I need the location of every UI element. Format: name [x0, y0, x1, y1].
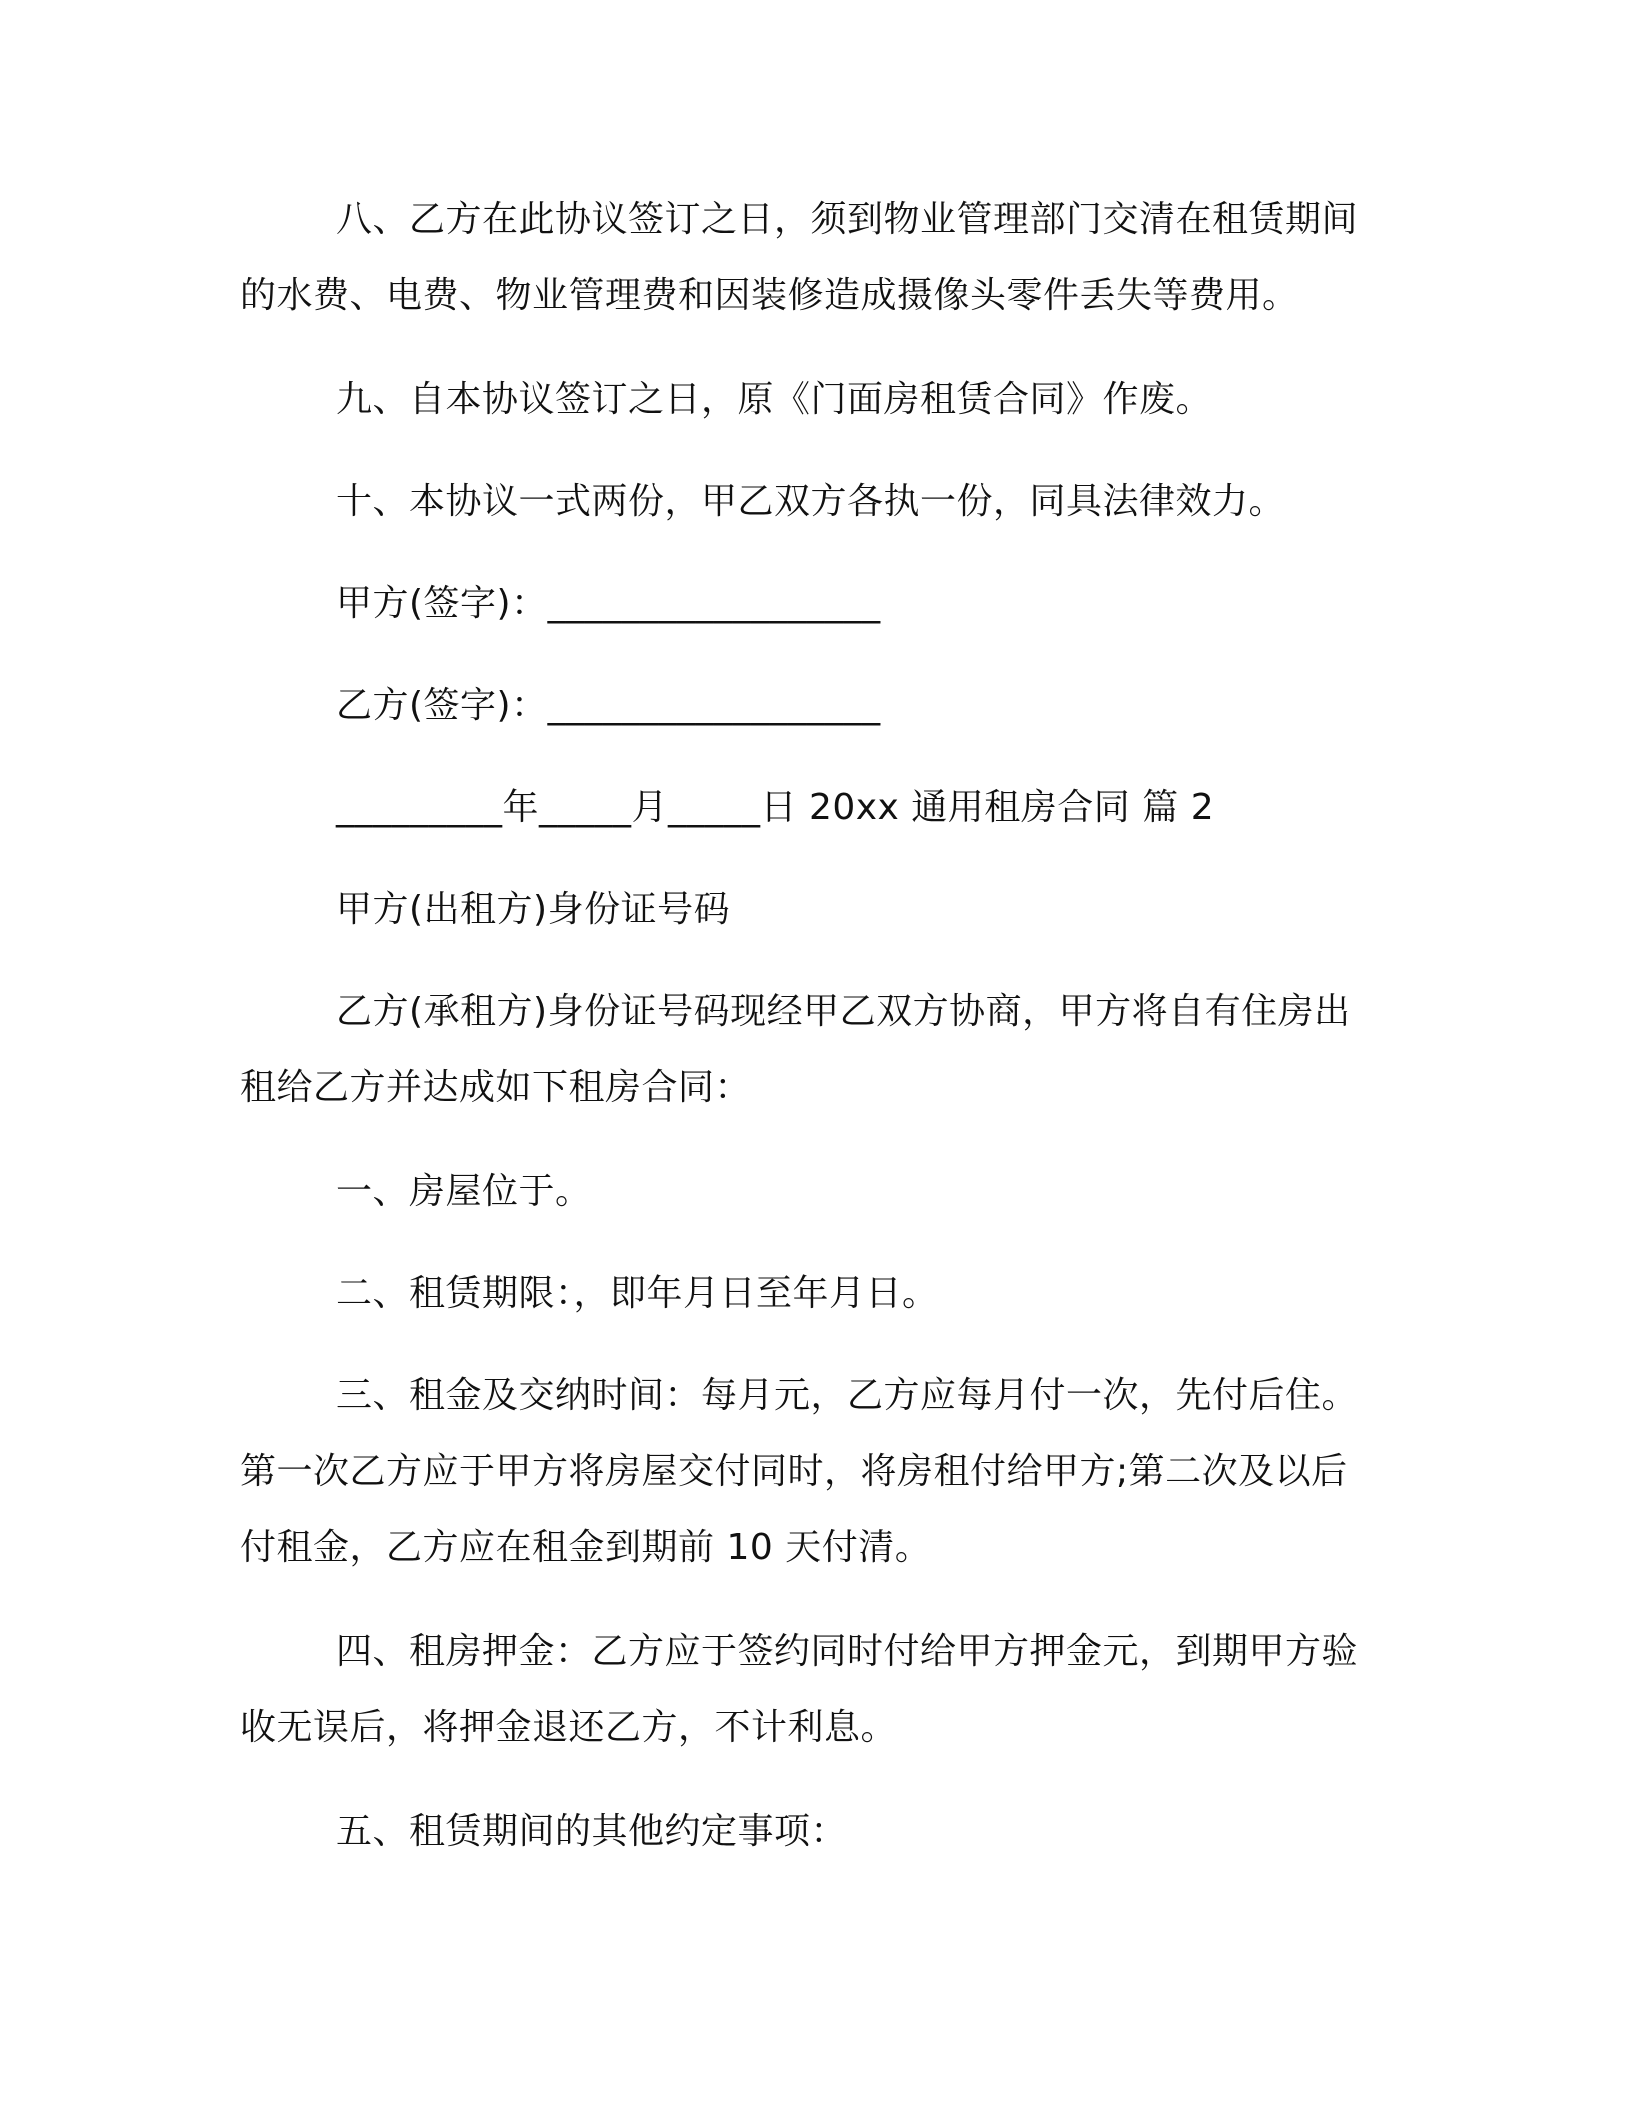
clause-2-term: 二、租赁期限：，即年月日至年月日。	[336, 1273, 939, 1314]
lessee-intro-paragraph: 乙方(承租方)身份证号码现经甲乙双方协商，甲方将自有住房出租给乙方并达成如下租房合同：	[240, 991, 1351, 1108]
clause-5-other-terms: 五、租赁期间的其他约定事项：	[336, 1811, 848, 1852]
clause-9: 九、自本协议签订之日，原《门面房租赁合同》作废。	[336, 379, 1213, 420]
clause-10: 十、本协议一式两份，甲乙双方各执一份，同具法律效力。	[336, 481, 1286, 522]
clause-3-rent: 三、租金及交纳时间：每月元，乙方应每月付一次，先付后住。第一次乙方应于甲方将房屋交付同时，将房租付给甲方;第二次及以后付租金，乙方应在租金到期前 10 天付清。	[240, 1375, 1359, 1568]
clause-1-location: 一、房屋位于。	[336, 1171, 592, 1212]
date-line-and-section-title: _________年_____月_____日 20xx 通用租房合同 篇 2	[336, 787, 1215, 828]
party-b-signature-line: 乙方(签字)：__________________	[336, 685, 881, 726]
clause-8: 八、乙方在此协议签订之日，须到物业管理部门交清在租赁期间的水费、电费、物业管理费和因装修造成摄像头零件丢失等费用。	[240, 199, 1359, 316]
lessor-id-line: 甲方(出租方)身份证号码	[336, 889, 731, 930]
party-a-signature-line: 甲方(签字)：__________________	[336, 583, 881, 624]
clause-4-deposit: 四、租房押金：乙方应于签约同时付给甲方押金元，到期甲方验收无误后，将押金退还乙方，不计利息。	[240, 1631, 1359, 1748]
